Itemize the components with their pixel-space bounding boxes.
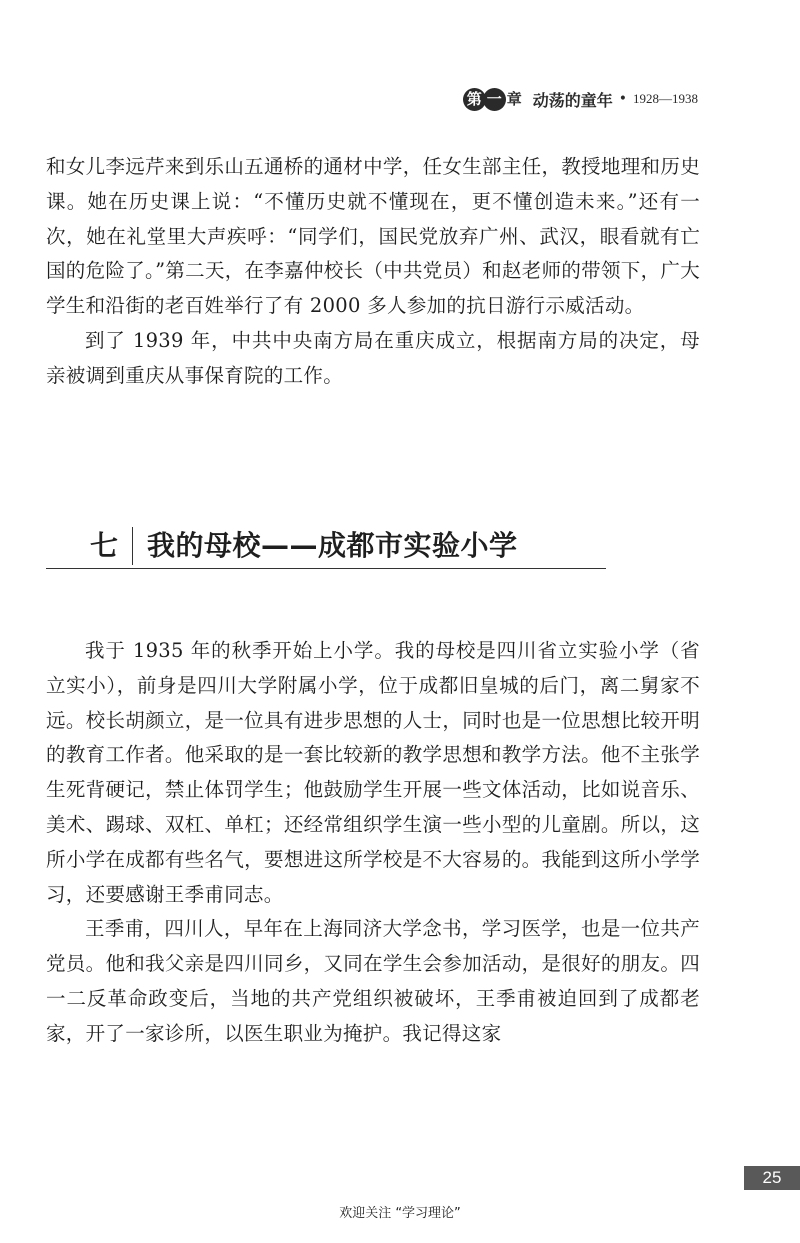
section-number: 七 [90,529,119,562]
footer-note: 欢迎关注 “学习理论” [339,1206,461,1221]
section-heading [46,524,606,569]
header-separator: • [618,91,627,107]
chapter-badge-char: 章 [506,89,522,108]
running-header [463,86,698,112]
chapter-badge-char: 一 [483,88,506,111]
paragraph: 和女儿李远芹来到乐山五通桥的通材中学，任女生部主任，教授地理和历史课。她在历史课上说：“不懂历史就不懂现在，更不懂创造未来。”还有一次，她在礼堂里大声疾呼：“同学们，国民党放弃广州、武汉，眼看就有亡国的危险了。”第二天，在李嘉仲校长（中共党员）和赵老师的带领下，广大学生和沿街的老百姓举行了有 2000 多人参加的抗日游行示威活动。 [46,155,700,318]
chapter-badge [463,88,522,111]
page-number: 25 [744,1166,800,1190]
body-text-top [46,150,700,394]
paragraph: 到了 1939 年，中共中央南方局在重庆成立，根据南方局的决定，母亲被调到重庆从事保育院的工作。 [46,328,700,387]
section-divider [132,527,133,565]
chapter-badge-char: 第 [463,88,486,111]
chapter-years: 1928—1938 [633,91,698,106]
section-title: 我的母校——成都市实验小学 [147,529,518,562]
body-text-bottom [46,634,700,1052]
paragraph: 我于 1935 年的秋季开始上小学。我的母校是四川省立实验小学（省立实小），前身是四川大学附属小学，位于成都旧皇城的后门，离二舅家不远。校长胡颜立，是一位具有进步思想的人士，同时也是一位思想比较开明的教育工作者。他采取的是一套比较新的教学思想和教学方法。他不主张学生死背硬记，禁止体罚学生；他鼓励学生开展一些文体活动，比如说音乐、美术、踢球、双杠、单杠；还经常组织学生演一些小型的儿童剧。所以，这所小学在成都有些名气，要想进这所学校是不大容易的。我能到这所小学学习，还要感谢王季甫同志。 [46,639,700,906]
paragraph: 王季甫，四川人，早年在上海同济大学念书，学习医学，也是一位共产党员。他和我父亲是四川同乡，又同在学生会参加活动，是很好的朋友。四一二反革命政变后，当地的共产党组织被破坏，王季甫被迫回到了成都老家，开了一家诊所，以医生职业为掩护。我记得这家 [46,917,700,1045]
chapter-title: 动荡的童年 [532,90,613,110]
